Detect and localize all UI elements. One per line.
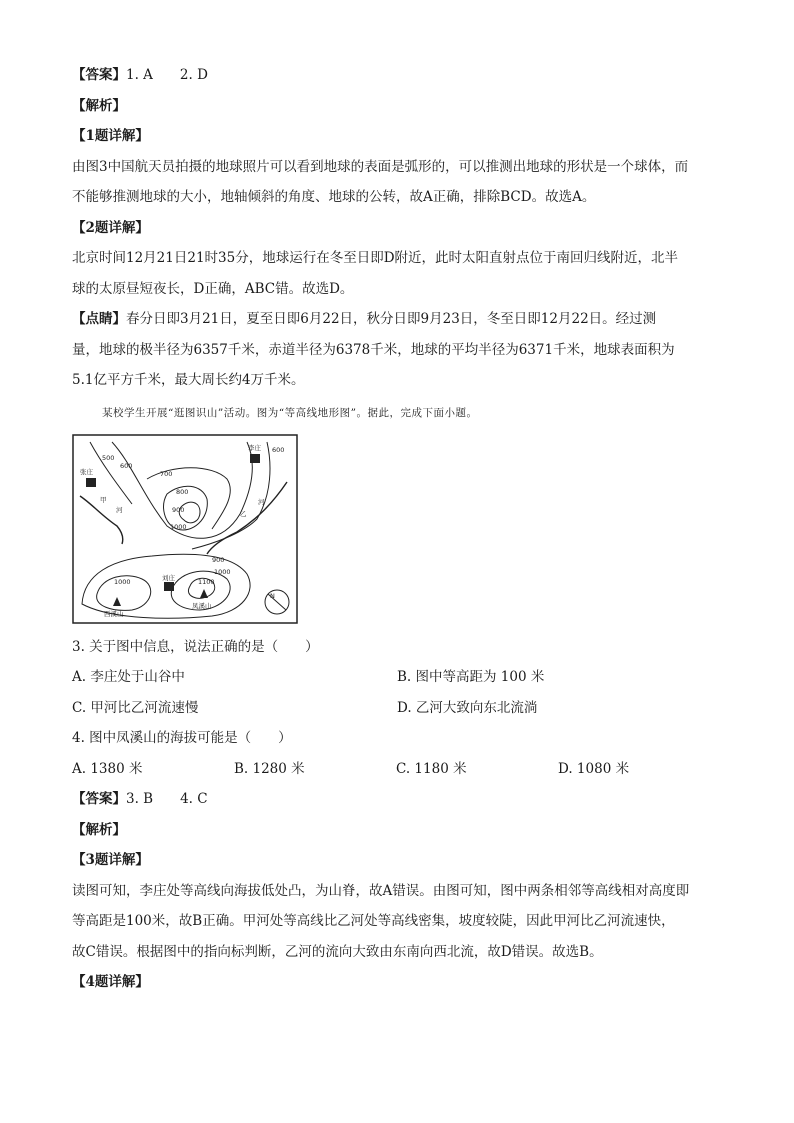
contour-label: 600 (272, 445, 285, 454)
place-label: 刘庄 (162, 573, 175, 582)
place-label: 张庄 (80, 467, 93, 476)
contour-label: 1100 (198, 577, 215, 586)
contour-label: 600 (120, 461, 133, 470)
q3-option-d: D. 乙河大致向东北流淌 (397, 699, 538, 716)
q4-option-b: B. 1280 米 (234, 760, 305, 777)
q3-stem: 3. 关于图中信息，说法正确的是（ ） (72, 638, 319, 655)
contour-label: 1000 (114, 577, 131, 586)
q3-option-b: B. 图中等高距为 100 米 (397, 669, 545, 685)
contour-label: 700 (160, 469, 173, 478)
detail-3-text-2: 等高距是100米，故B正确。甲河处等高线比乙河处等高线密集，坡度较陡，因此甲河比乙河流速快， (72, 913, 675, 929)
answer-text: 1. A 2. D (126, 67, 208, 83)
contour-label: 1000 (214, 567, 231, 576)
detail-3-tag: 【3题详解】 (72, 852, 149, 868)
contour-label: 900 (172, 505, 185, 514)
document-page (72, 60, 722, 998)
q3-options-row-2 (72, 693, 722, 724)
tip-text-3: 5.1亿平方千米，最大周长约4万千米。 (72, 372, 305, 388)
detail-2-tag: 【2题详解】 (72, 219, 149, 236)
q4-option-a: A. 1380 米 (72, 760, 143, 777)
contour-label: 500 (102, 453, 115, 462)
zhangzhuang-marker (86, 478, 96, 487)
answer-tag: 【答案】 (72, 791, 126, 807)
detail-1-text-2: 不能够推测地球的大小，地轴倾斜的角度、地球的公转，故A正确，排除BCD。故选A。 (72, 189, 596, 205)
detail-3-text-1: 读图可知，李庄处等高线向海拔低处凸，为山脊，故A错误。由图可知，图中两条相邻等高线相对高度即 (72, 882, 690, 899)
q4-option-d: D. 1080 米 (558, 760, 630, 777)
q4-stem: 4. 图中凤溪山的海拔可能是（ ） (72, 730, 292, 746)
liuzhuang-marker (164, 582, 174, 591)
tip-text-2: 量，地球的极半径为6357千米，赤道半径为6378千米，地球的平均半径为6371千米，地球表面积为 (72, 341, 675, 358)
contour-label: 1000 (170, 522, 187, 531)
place-label: 甲 (100, 495, 107, 504)
place-label: 河 (116, 505, 123, 514)
tip-text-1: 春分日即3月21日，夏至日即6月22日，秋分日即9月23日，冬至日即12月22日。经过测 (126, 311, 657, 327)
answer-tag: 【答案】 (72, 67, 126, 83)
answer-text: 3. B 4. C (126, 791, 208, 807)
map-intro: 某校学生开展“逛图识山”活动。图为“等高线地形图”。据此，完成下面小题。 (102, 406, 478, 419)
analysis-tag: 【解析】 (72, 97, 126, 114)
tip-tag: 【点睛】 (72, 311, 126, 327)
detail-2-text-1: 北京时间12月21日21时35分，地球运行在冬至日即D附近，此时太阳直射点位于南回归线附近，北半 (72, 250, 679, 266)
place-label: 西溪山 (104, 609, 124, 618)
detail-1-text-1: 由图3中国航天员拍摄的地球照片可以看到地球的表面是弧形的，可以推测出地球的形状是一个球体，而 (72, 158, 689, 175)
contour-label: 900 (212, 555, 225, 564)
q4-options (72, 754, 722, 785)
q3-option-c: C. 甲河比乙河流速慢 (72, 699, 199, 716)
answer-line-1-2 (72, 60, 722, 91)
analysis-tag: 【解析】 (72, 821, 126, 838)
detail-2-text-2: 球的太原昼短夜长，D正确，ABC错。故选D。 (72, 280, 354, 297)
contour-map (72, 434, 298, 624)
place-label: 凤溪山 (192, 601, 212, 610)
place-label: 李庄 (248, 443, 261, 452)
tip-line-1 (72, 304, 722, 335)
q4-option-c: C. 1180 米 (396, 760, 467, 777)
lizhuang-marker (250, 454, 260, 463)
detail-1-tag: 【1题详解】 (72, 128, 149, 144)
place-label: 河 (258, 497, 265, 506)
answer-line-3-4 (72, 784, 722, 815)
detail-3-text-3: 故C错误。根据图中的指向标判断，乙河的流向大致由东南向西北流，故D错误。故选B。 (72, 943, 603, 960)
compass-label: N (270, 591, 275, 600)
contour-label: 800 (176, 487, 189, 496)
place-label: 乙 (240, 509, 247, 518)
detail-4-tag: 【4题详解】 (72, 974, 149, 990)
q3-options-row-1 (72, 662, 722, 693)
q3-option-a: A. 李庄处于山谷中 (72, 669, 185, 685)
contour-map-svg (72, 434, 298, 624)
